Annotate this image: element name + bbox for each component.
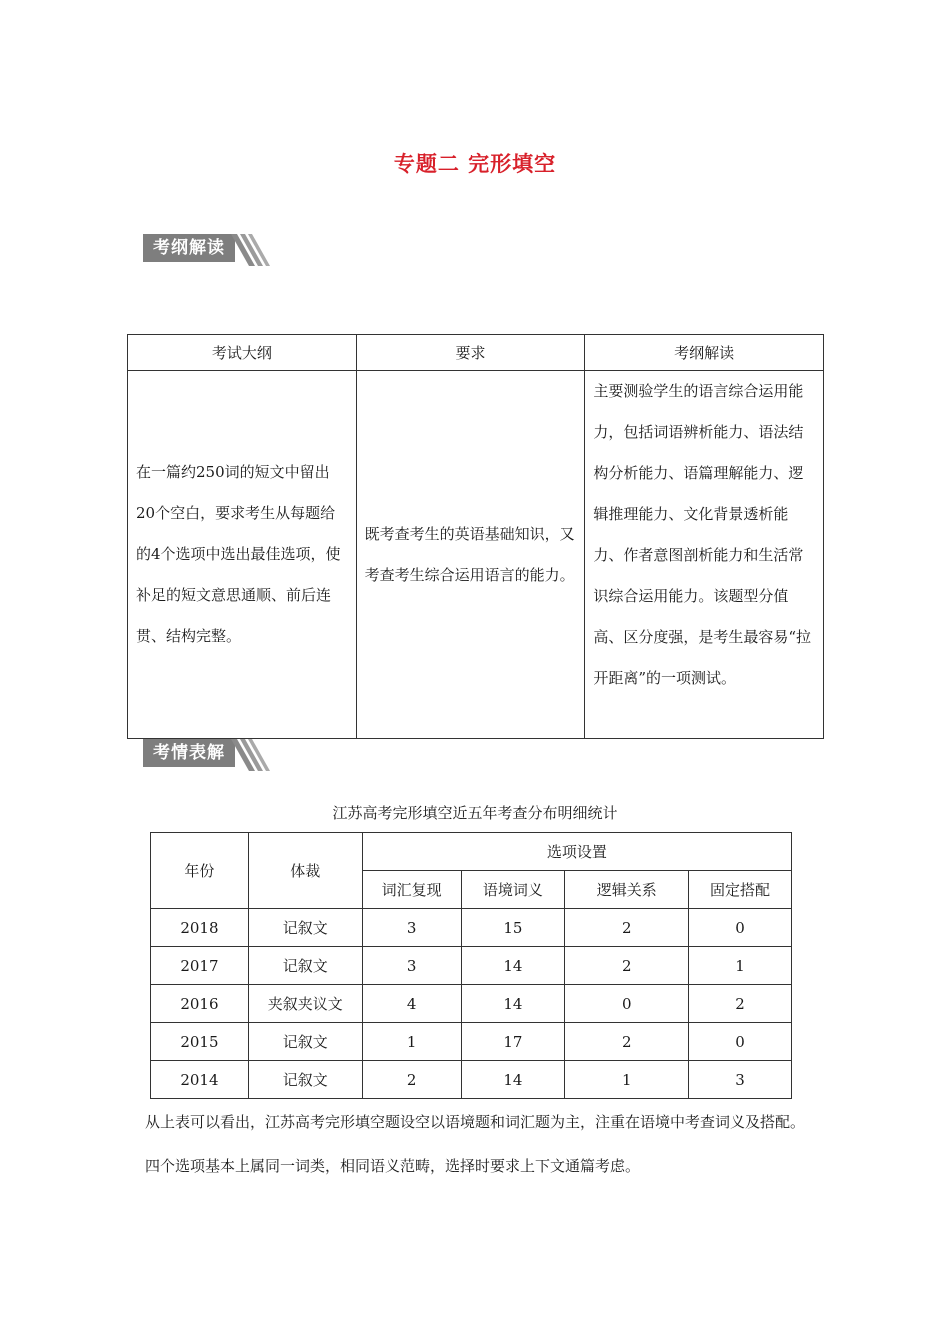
outline-cell-syllabus: 在一篇约250词的短文中留出20个空白，要求考生从每题给的4个选项中选出最佳选项，使补足的短文意思通顺、前后连贯、结构完整。 (128, 371, 357, 739)
cell-value: 2 (565, 947, 689, 985)
cell-value: 3 (689, 1061, 792, 1099)
cell-genre: 记叙文 (248, 909, 362, 947)
cell-genre: 记叙文 (248, 947, 362, 985)
outline-header-interpretation: 考纲解读 (585, 335, 824, 371)
cell-value: 3 (362, 947, 461, 985)
cell-value: 3 (362, 909, 461, 947)
cell-year: 2018 (151, 909, 249, 947)
stats-table-caption: 江苏高考完形填空近五年考查分布明细统计 (332, 804, 618, 822)
outline-header-requirement: 要求 (356, 335, 585, 371)
summary-paragraph: 从上表可以看出，江苏高考完形填空题设空以语境题和词汇题为主，注重在语境中考查词义及搭配。四个选项基本上属同一词类，相同语义范畴，选择时要求上下文通篇考虑。 (145, 1113, 806, 1175)
cell-value: 2 (362, 1061, 461, 1099)
stripes-icon (231, 739, 271, 771)
table-row (151, 985, 792, 1023)
stripes-icon (231, 234, 271, 266)
cell-value: 4 (362, 985, 461, 1023)
stats-subheader: 逻辑关系 (565, 871, 689, 909)
stats-subheader: 固定搭配 (689, 871, 792, 909)
section-banner-label: 考纲解读 (143, 234, 235, 262)
cell-value: 14 (461, 1061, 565, 1099)
cell-genre: 夹叙夹议文 (248, 985, 362, 1023)
section-banner-stats (143, 739, 273, 771)
stats-table (150, 832, 792, 1099)
table-row (151, 909, 792, 947)
cell-value: 17 (461, 1023, 565, 1061)
outline-cell-interpretation: 主要测验学生的语言综合运用能力，包括词语辨析能力、语法结构分析能力、语篇理解能力、逻辑推理能力、文化背景透析能力、作者意图剖析能力和生活常识综合运用能力。该题型分值高、区分度强，是考生最容易“拉开距离”的一项测试。 (585, 371, 824, 739)
stats-header-year: 年份 (151, 833, 249, 909)
cell-year: 2016 (151, 985, 249, 1023)
outline-header-syllabus: 考试大纲 (128, 335, 357, 371)
stats-header-genre: 体裁 (248, 833, 362, 909)
stats-subheader: 语境词义 (461, 871, 565, 909)
cell-value: 0 (689, 1023, 792, 1061)
cell-value: 0 (565, 985, 689, 1023)
outline-table (127, 334, 824, 739)
cell-value: 2 (689, 985, 792, 1023)
cell-value: 2 (565, 909, 689, 947)
stats-header-options: 选项设置 (362, 833, 791, 871)
cell-genre: 记叙文 (248, 1023, 362, 1061)
cell-year: 2017 (151, 947, 249, 985)
cell-value: 14 (461, 985, 565, 1023)
outline-cell-requirement: 既考查考生的英语基础知识，又考查考生综合运用语言的能力。 (356, 371, 585, 739)
page-title: 专题二 完形填空 (393, 152, 557, 176)
table-row (151, 947, 792, 985)
cell-value: 1 (565, 1061, 689, 1099)
cell-value: 1 (689, 947, 792, 985)
cell-value: 1 (362, 1023, 461, 1061)
cell-value: 15 (461, 909, 565, 947)
cell-value: 14 (461, 947, 565, 985)
table-row (151, 1061, 792, 1099)
cell-year: 2014 (151, 1061, 249, 1099)
cell-year: 2015 (151, 1023, 249, 1061)
section-banner-outline (143, 234, 273, 266)
table-row (151, 1023, 792, 1061)
section-banner-label: 考情表解 (143, 739, 235, 767)
cell-value: 2 (565, 1023, 689, 1061)
cell-value: 0 (689, 909, 792, 947)
stats-subheader: 词汇复现 (362, 871, 461, 909)
cell-genre: 记叙文 (248, 1061, 362, 1099)
